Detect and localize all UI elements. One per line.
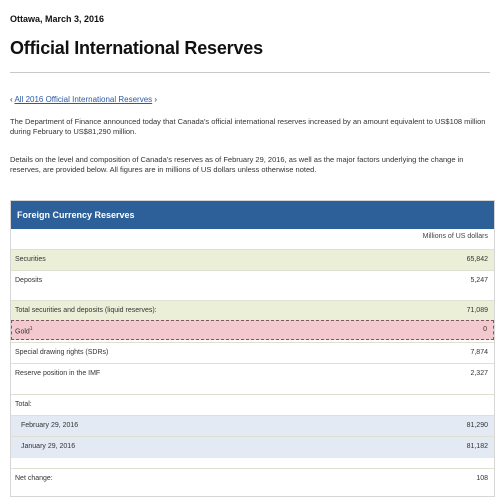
table-title: Foreign Currency Reserves — [17, 210, 135, 220]
row-value: 71,089 — [466, 307, 488, 314]
units-label: Millions of US dollars — [422, 233, 488, 240]
table-row-gold — [11, 320, 494, 340]
breadcrumb-suffix: › — [154, 95, 158, 104]
table-row-total — [11, 394, 494, 416]
row-label: Total securities and deposits (liquid reserves): — [15, 307, 157, 314]
row-value: 81,182 — [466, 443, 488, 450]
breadcrumb — [10, 95, 157, 104]
table-row-sdrs — [11, 342, 494, 364]
table-row-jan-29 — [11, 436, 494, 458]
row-label: Total: — [15, 401, 32, 408]
row-label: Gold$^1$ — [15, 326, 33, 336]
row-label: Deposits — [15, 277, 43, 284]
row-value: 2,327 — [470, 370, 488, 377]
table-row-feb-29 — [11, 415, 494, 437]
table-row-imf — [11, 363, 494, 385]
reserves-table — [10, 200, 495, 497]
table-row-deposits — [11, 270, 494, 292]
row-value: 5,247 — [470, 277, 488, 284]
row-value: 7,874 — [470, 349, 488, 356]
details-paragraph: Details on the level and composition of Canada’s reserves as of February 29, 2016, as well as the major factors underlying the change in reserves, are provided below. All figures are in millions of US dollars unless otherwise noted. — [10, 155, 464, 174]
row-label: Net change: — [15, 475, 53, 482]
row-value: 0 — [483, 326, 487, 333]
table-row-net-change — [11, 468, 494, 490]
intro-paragraph: The Department of Finance announced today that Canada’s official international reserves increased by an amount equivalent to US$108 million during February to US$81,290 million. — [10, 117, 486, 136]
row-label: February 29, 2016 — [21, 422, 79, 429]
row-value: 108 — [476, 475, 488, 482]
row-label: Special drawing rights (SDRs) — [15, 349, 109, 356]
row-value: 65,842 — [466, 256, 488, 263]
footnote-marker: 1 — [29, 326, 33, 332]
row-value: 81,290 — [466, 422, 488, 429]
page-title: Official International Reserves — [10, 38, 263, 58]
all-2016-reserves-link[interactable]: All 2016 Official International Reserves — [14, 95, 153, 104]
row-label: Reserve position in the IMF — [15, 370, 101, 377]
table-header — [11, 201, 494, 229]
row-label: Securities — [15, 256, 46, 263]
table-row-securities — [11, 249, 494, 271]
table-row-total-liquid — [11, 300, 494, 322]
dateline: Ottawa, March 3, 2016 — [10, 14, 105, 24]
row-label: January 29, 2016 — [21, 443, 76, 450]
title-divider — [10, 72, 490, 73]
breadcrumb-prefix: ‹ — [10, 95, 13, 104]
